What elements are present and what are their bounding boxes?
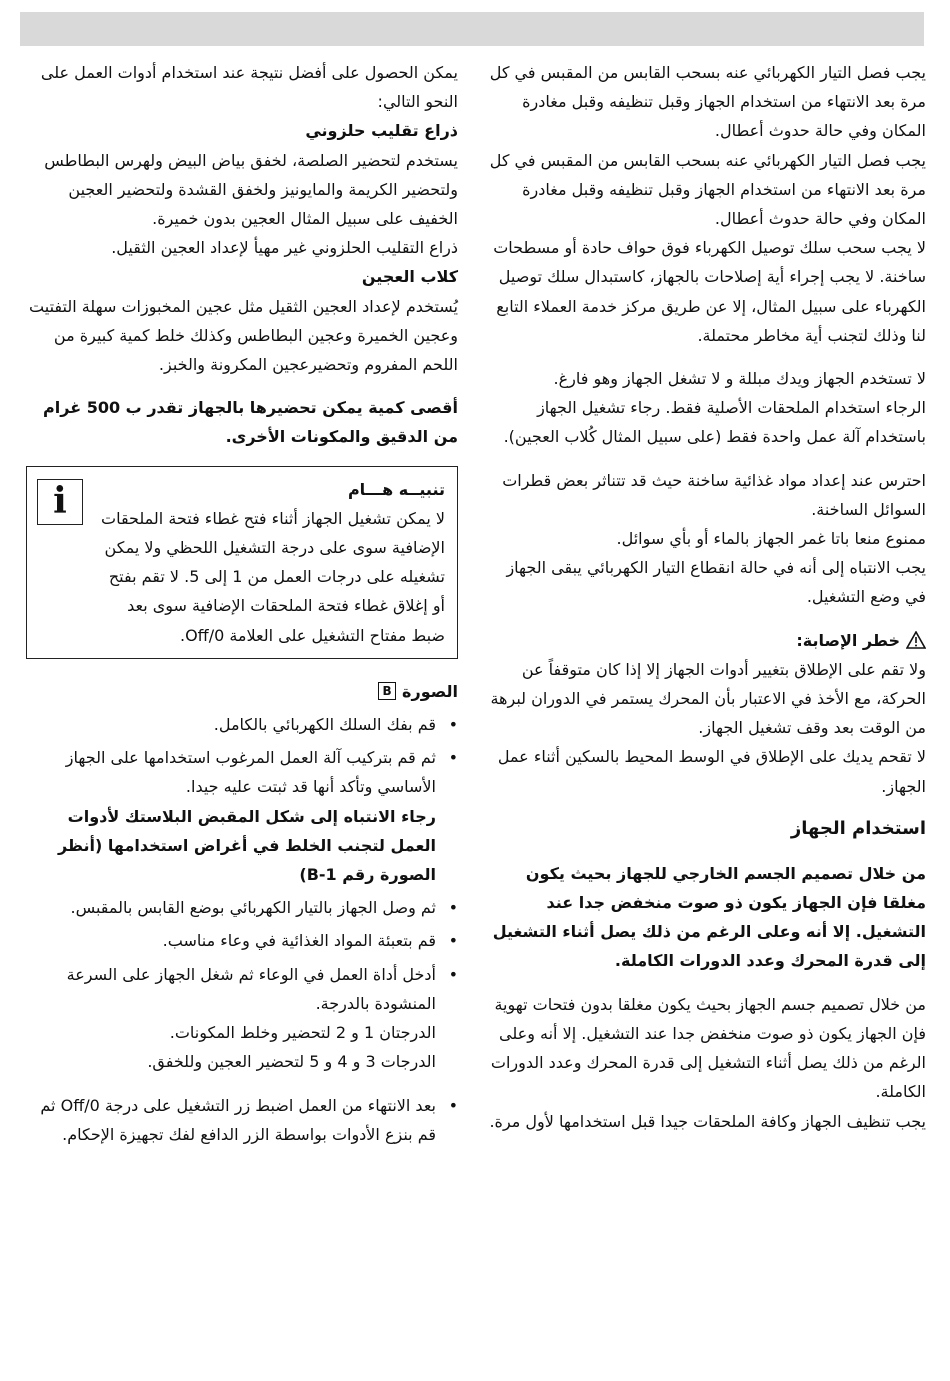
list-item: • قم بفك السلك الكهربائي بالكامل. [26,710,436,739]
warning-triangle-icon [906,631,926,649]
figure-heading [26,677,458,706]
hot-food-paragraph: احترس عند إعداد مواد غذائية ساخنة حيث قد تتناثر بعض قطرات السوائل الساخنة. [502,470,926,519]
list-item: • قم بتعبئة المواد الغذائية في وعاء مناسب. [26,926,436,955]
right-column [488,58,926,1136]
speed-levels-1-2: الدرجتان 1 و 2 لتحضير وخلط المكونات. [169,1023,436,1043]
first-use-cleaning-paragraph: يجب تنظيف الجهاز وكافة الملحقات جيدا قبل استخدامها لأول مرة. [489,1111,926,1131]
dough-hook-title: كلاب العجين [361,267,458,287]
dough-hook-description: يُستخدم لإعداد العجين الثقيل مثل عجين المخبوزات سهلة التفتيت وعجين الخميرة وعجين البطاطس وكذلك خلط كمية كبيرة من اللحم المفروم وتحضيرعجين المكرونة والخبز. [29,296,458,375]
design-bold-paragraph: من خلال تصميم الجسم الخارجي للجهاز بحيث يكون مغلقا فإن الجهاز يكون ذو صوت منخفض جدا عند التشغيل. إلا أنه وعلى الرغم من ذلك يصل أثناء التشغيل إلى قدرة المحرك وعدد الدورات الكاملة. [492,863,926,971]
figure-title: الصورة [402,681,458,701]
list-item: • أدخل أداة العمل في الوعاء ثم شغل الجهاز على السرعة المنشودة بالدرجة. الدرجتان 1 و 2 لتحضير وخلط المكونات. الدرجات 3 و 4 و 5 لتحضير العجين وللخفق. [26,960,436,1077]
list-item: • ثم قم بتركيب آلة العمل المرغوب استخدامها على الجهاز الأساسي وتأكد أنها قد ثبتت عليه جيدا. رجاء الانتباه إلى شكل المقبض البلاستك لأدوات العمل لتجنب الخلط في أغراض استخدامها (أنظر الصورة رقم 1-B) [26,743,436,889]
unplug-paragraph-repeat: يجب فصل التيار الكهربائي عنه بسحب القابس من المقبس في كل مرة بعد الانتهاء من استخدام الجهاز وقبل تنظيفه وقبل مغادرة المكان وفي حالة حدوث أعطال. [489,150,926,229]
info-icon: i [37,479,83,525]
whisk-title: ذراع تقليب حلزوني [305,121,458,141]
whisk-description: يستخدم لتحضير الصلصة، لخفق بياض البيض ولهرس البطاطس ولتحضير الكريمة والمايونيز ولخفق القشدة ولتحضير العجين الخفيف على سبيل المثال العجين بدون خميرة. [44,150,458,229]
max-amount-note: أقصى كمية يمكن تحضيرها بالجهاز تقدر ب 500 غرام من الدقيق والمكونات الأخرى. [43,398,458,447]
header-bar [20,12,924,46]
knife-area-paragraph: لا تقحم يديك على الإطلاق في الوسط المحيط بالسكين أثناء عمل الجهاز. [497,747,926,796]
no-immersion-paragraph: ممنوع منعا باتا غمر الجهاز بالماء أو بأي سوائل. [616,529,926,549]
notice-text: لا يمكن تشغيل الجهاز أثناء فتح غطاء فتحة الملحقات الإضافية سوى على درجة التشغيل اللحظي ولا يمكن تشغيله على درجات العمل من 1 إلى 5. لا تقم بفتح أو إغلاق غطاء فتحة الملحقات الإضافية سوى بعد ضبط مفتاح التشغيل على العلامة Off/0. [101,508,445,645]
usage-section-title: استخدام الجهاز [790,817,926,839]
speed-levels-3-5: الدرجات 3 و 4 و 5 لتحضير العجين وللخفق. [147,1052,436,1072]
list-item: • ثم وصل الجهاز بالتيار الكهربائي بوضع القابس بالمقبس. [26,893,436,922]
important-notice-box [26,466,458,659]
original-accessories-paragraph: الرجاء استخدام الملحقات الأصلية فقط. رجاء تشغيل الجهاز باستخدام آلة عمل واحدة فقط (على سبيل المثال كُلاب العجين). [503,398,926,447]
left-column [26,58,458,1153]
power-outage-paragraph: يجب الانتباه إلى أنه في حالة انقطاع التيار الكهربائي يبقى الجهاز في وضع التشغيل. [506,558,926,607]
tool-change-paragraph: ولا تقم على الإطلاق بتغيير أدوات الجهاز إلا إذا كان متوقفاً عن الحركة، مع الأخذ في الاعتبار بأن المحرك يستمر في الدوران لبرهة من الوقت بعد وقف تشغيل الجهاز. [490,659,926,738]
injury-warning-title: خطر الإصابة: [796,630,900,650]
tools-intro: يمكن الحصول على أفضل نتيجة عند استخدام أدوات العمل على النحو التالي: [40,63,458,112]
tool-handle-note: رجاء الانتباه إلى شكل المقبض البلاستك لأدوات العمل لتجنب الخلط في أغراض استخدامها (أنظر الصورة رقم 1-B) [57,806,436,885]
usage-steps-list [26,710,458,1149]
whisk-limitation: ذراع التقليب الحلزوني غير مهيأ لإعداد العجين الثقيل. [111,238,458,258]
cord-safety-paragraph: لا يجب سحب سلك توصيل الكهرباء فوق حواف حادة أو مسطحات ساخنة. لا يجب إجراء أية إصلاحات بالجهاز، كاستبدال سلك توصيل الكهرباء على سبيل المثال، إلا عن طريق مركز خدمة العملاء التابع لنا وذلك لتجنب أية مخاطر محتملة. [493,238,926,345]
list-item: • بعد الانتهاء من العمل اضبط زر التشغيل على درجة Off/0 ثم قم بنزع الأدوات بواسطة الزر الدافع لفك تجهيزة الإحكام. [26,1091,436,1149]
design-paragraph: من خلال تصميم جسم الجهاز بحيث يكون مغلقا بدون فتحات تهوية فإن الجهاز يكون ذو صوت منخفض جدا عند التشغيل. إلا أنه وعلى الرغم من ذلك يصل أثناء التشغيل إلى قدرة المحرك وعدد الدورات الكاملة. [490,994,926,1102]
wet-hands-paragraph: لا تستخدم الجهاز ويدك مبللة و لا تشغل الجهاز وهو فارغ. [553,369,926,389]
notice-title: تنبيــه هـــام [347,479,445,499]
unplug-paragraph: يجب فصل التيار الكهربائي عنه بسحب القابس من المقبس في كل مرة بعد الانتهاء من استخدام الجهاز وقبل تنظيفه وقبل مغادرة المكان وفي حالة حدوث أعطال. [489,63,926,141]
figure-letter-badge: B [378,682,396,700]
injury-warning-heading [488,626,926,655]
